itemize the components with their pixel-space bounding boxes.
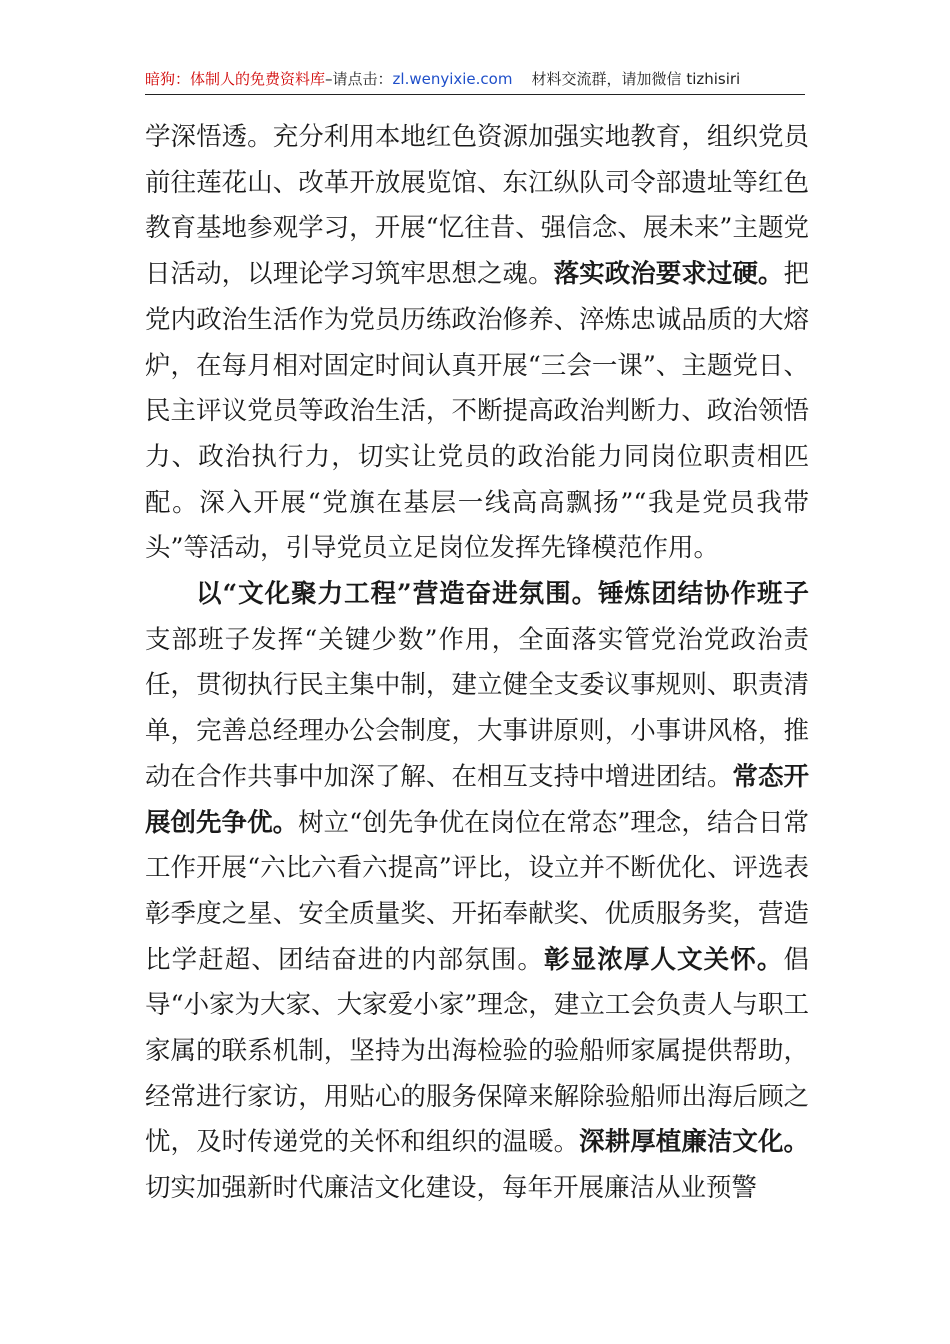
paragraph-1 [145,115,809,572]
para2-text-2: 树立“创先争优在岗位在常态”理念，结合日常工作开展“六比六看六提高”评比，设立并不断优化、评选表彰季度之星、安全质量奖、开拓奉献奖、优质服务奖，营造比学赶超、团结奋进的内部氛围。 [145,807,809,975]
para2-text-4: 切实加强新时代廉洁文化建设，每年开展廉洁从业预警 [145,1173,758,1204]
header-site-name: 暗狗：体制人的免费资料库 [145,70,326,88]
para2-text-3: 倡导“小家为大家、大家爱小家”理念，建立工会负责人与职工家属的联系机制，坚持为出海检验的验船师家属提供帮助，经常进行家访，用贴心的服务保障来解除验船师出海后顾之忧，及时传递党的关怀和组织的温暖。 [145,944,809,1158]
header-contact: 材料交流群，请加微信 tizhisiri [531,70,741,88]
paragraph-2 [145,572,809,1212]
para2-bold-heading-1: 以“文化聚力工程”营造奋进氛围。锤炼团结协作班子 [196,579,809,610]
para1-text-1: 学深悟透。充分利用本地红色资源加强实地教育，组织党员前往莲花山、改革开放展览馆、东江纵队司令部遗址等红色教育基地参观学习，开展“忆往昔、强信念、展未来”主题党日活动，以理论学习筑牢思想之魂。 [145,122,809,290]
header-url-link[interactable]: zl.wenyixie.com [392,70,513,88]
header-click-prompt: –请点击： [325,70,393,88]
para2-bold-heading-4: 深耕厚植廉洁文化。 [579,1127,809,1158]
para2-text-1: 支部班子发挥“关键少数”作用，全面落实管党治党政治责任，贯彻执行民主集中制，建立健全支委议事规则、职责清单，完善总经理办公会制度，大事讲原则，小事讲风格，推动在合作共事中加深了解、在相互支持中增进团结。 [145,624,809,792]
para1-bold-heading: 落实政治要求过硬。 [553,259,784,290]
document-body [145,115,809,1212]
para2-bold-heading-3: 彰显浓厚人文关怀。 [544,944,784,975]
para1-text-2: 把党内政治生活作为党员历练政治修养、淬炼忠诚品质的大熔炉，在每月相对固定时间认真开展“三会一课”、主题党日、民主评议党员等政治生活，不断提高政治判断力、政治领悟力、政治执行力，切实让党员的政治能力同岗位职责相匹配。深入开展“党旗在基层一线高高飘扬”“我是党员我带头”等活动，引导党员立足岗位发挥先锋模范作用。 [145,259,809,564]
page-header [145,66,805,95]
para2-bold-heading-2: 常态开展创先争优。 [145,761,809,838]
